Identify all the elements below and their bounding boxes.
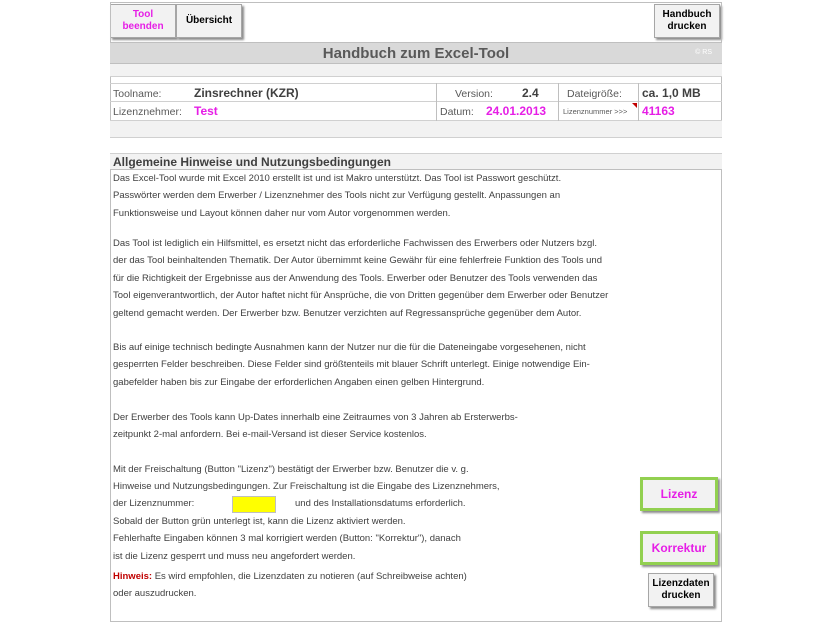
page-title: Handbuch zum Excel-Tool: [322, 45, 510, 62]
paragraph-disclaimer: Das Tool ist lediglich ein Hilfsmittel, es ersetzt nicht das erforderliche Fachwissen des Erwerbers oder Nutzers bzgl. der das Tool beinhaltenden Thematik. Der Autor übernimmt keine Gewähr für eine fehlerfreie Funktion des Tools und für die Richtigkeit der Ergebnisse aus der Anwendung des Tools. Erwerber oder Benutzer des Tools verwenden das Tool eigenverantwortlich, der Autor haftet nicht für Ansprüche, die von Dritten gegenüber dem Erwerber oder Benutzer geltend gemacht werden. Der Erwerber bzw. Benutzer verzichten auf Regressansprüche gegenüber dem Autor.: [113, 238, 609, 319]
hint-text: Es wird empfohlen, die Lizenzdaten zu notieren (auf Schreibweise achten): [152, 571, 467, 582]
licensee-value: Test: [194, 104, 218, 118]
hint-label: Hinweis:: [113, 571, 153, 582]
spacer-row: [110, 121, 722, 138]
license-number-value: 41163: [642, 104, 675, 118]
info-divider: [436, 83, 437, 121]
licensee-label: Lizenznehmer:: [113, 106, 182, 118]
correction-button[interactable]: Korrektur: [640, 531, 718, 565]
paragraph-input-fields: Bis auf einige technisch bedingte Ausnahmen kann der Nutzer nur die für die Dateneingabe vorgesehenen, nicht gesperrten Felder beschreiben. Diese Felder sind größtenteils mit blauer Schrift unterlegt. Einige notwendige Ein- gabefelder haben bis zur Eingabe der erforderlichen Angaben einen gelben Hintergrund.: [113, 342, 590, 388]
print-manual-button[interactable]: Handbuch drucken: [654, 4, 720, 38]
quit-tool-button[interactable]: Tool beenden: [110, 4, 176, 38]
info-row-2: [110, 102, 722, 121]
license-button[interactable]: Lizenz: [640, 477, 718, 511]
version-label: Version:: [455, 88, 493, 100]
section-heading: [110, 153, 722, 170]
print-license-data-button[interactable]: Lizenzdaten drucken: [648, 573, 714, 607]
paragraph-excel-info: Das Excel-Tool wurde mit Excel 2010 erstellt ist und ist Makro unterstützt. Das Tool ist Passwort geschützt. Passwörter werden dem Erwerber / Lizenznehmer des Tools nicht zur Verfügung gestellt. Anpassungen an Funktionsweise und Layout können daher nur vom Autor vorgenommen werden.: [113, 173, 562, 219]
section-heading-text: Allgemeine Hinweise und Nutzungsbedingungen: [113, 155, 392, 169]
paragraph-correction: Sobald der Button grün unterlegt ist, kann die Lizenz aktiviert werden. Fehlerhafte Eingaben können 3 mal korrigiert werden (Button: "Korrektur"), danach ist die Lizenz gesperrt und muss neu angefordert werden.: [113, 516, 461, 562]
date-label: Datum:: [440, 106, 474, 118]
copyright-mark: © RS: [695, 49, 712, 56]
license-number-line-left: der Lizenznummer:: [113, 498, 195, 509]
comment-indicator-icon: [632, 103, 637, 108]
toolname-value: Zinsrechner (KZR): [194, 86, 299, 100]
paragraph-print-hint: oder auszudrucken.: [113, 588, 197, 599]
filesize-value: ca. 1,0 MB: [642, 86, 701, 100]
hint-line: [113, 568, 673, 585]
filesize-label: Dateigröße:: [567, 88, 622, 100]
spacer-row: [110, 138, 722, 153]
info-row-1: [110, 83, 722, 102]
paragraph-activation: Mit der Freischaltung (Button "Lizenz") bestätigt der Erwerber bzw. Benutzer die v. g. Hinweise und Nutzungsbedingungen. Zur Freischaltung ist die Eingabe des Lizenznehmers,: [113, 464, 500, 493]
license-number-input[interactable]: [232, 496, 276, 513]
overview-button[interactable]: Übersicht: [176, 4, 242, 38]
paragraph-updates: Der Erwerber des Tools kann Up-Dates innerhalb eine Zeitraumes von 3 Jahren ab Ersterwerbs- zeitpunkt 2-mal anfordern. Bei e-mail-Versand ist dieser Service kostenlos.: [113, 412, 518, 441]
toolname-label: Toolname:: [113, 88, 162, 100]
info-divider: [638, 83, 639, 121]
version-value: 2.4: [522, 86, 539, 100]
license-number-line-right: und des Installationsdatums erforderlich.: [295, 498, 466, 509]
license-number-label: Lizenznummer >>>: [563, 107, 628, 116]
spacer-row: [110, 64, 722, 77]
date-value: 24.01.2013: [486, 104, 547, 118]
info-divider: [558, 83, 559, 121]
title-bar: [110, 42, 722, 64]
